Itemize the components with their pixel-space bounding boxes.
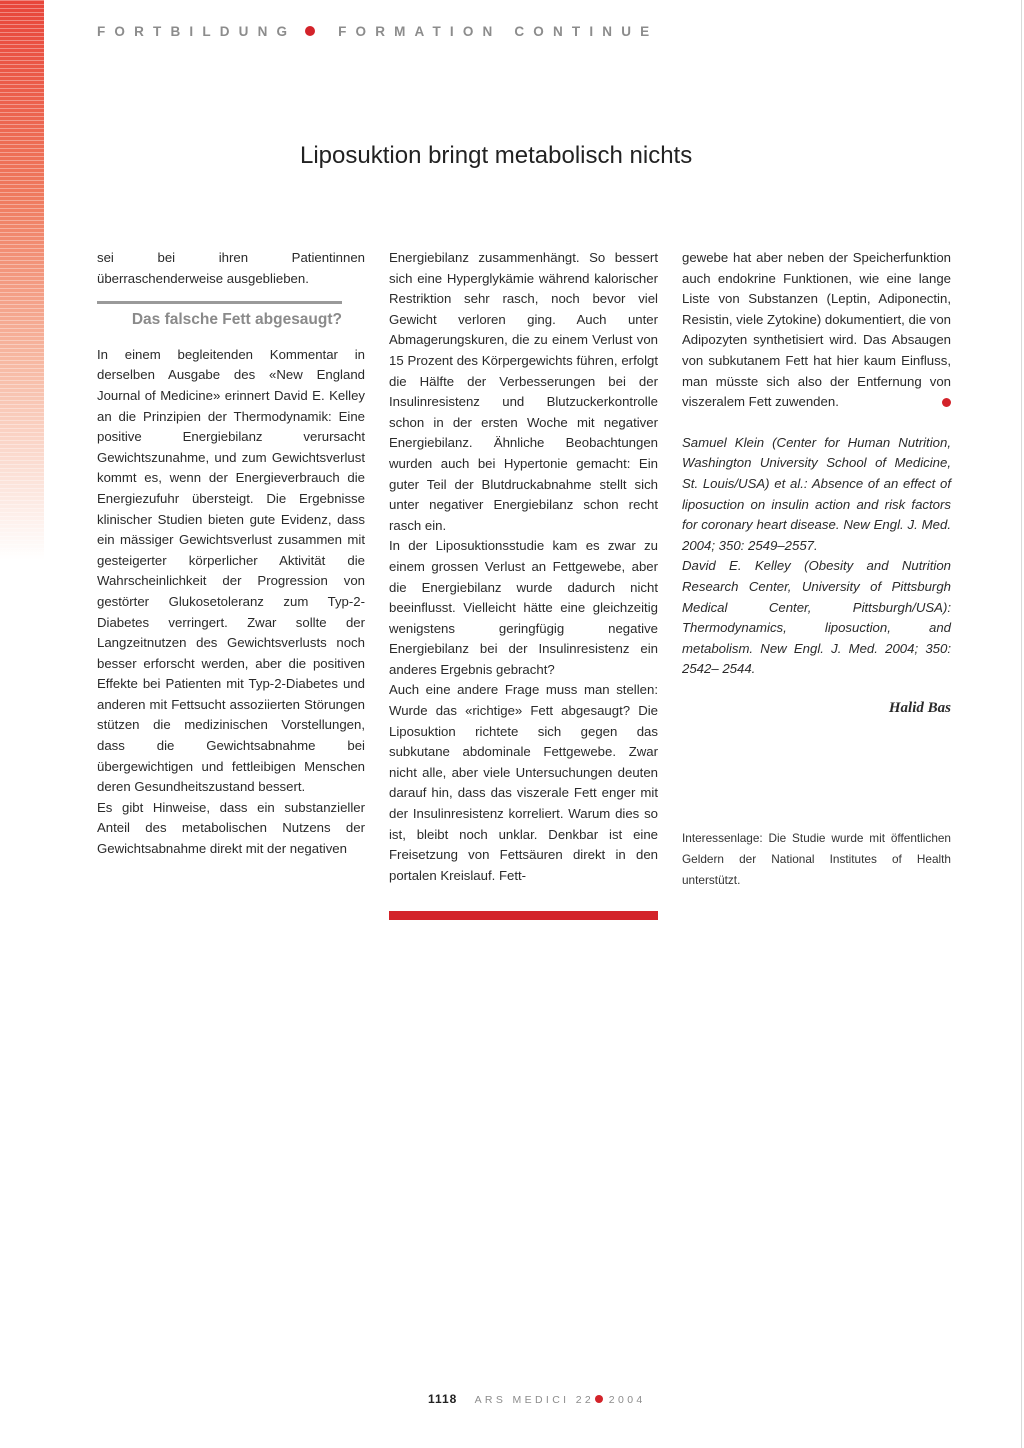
reference-2: David E. Kelley (Obesity and Nutrition Research Center, University of Pittsburgh Medical Center, Pittsburgh/USA): Thermodynamics, liposuction, and metabolism. New Engl. J. Med. 2004; 350: 2542– 2544. (682, 558, 951, 677)
subheading-box (97, 301, 342, 331)
paragraph: In einem begleitenden Kommentar in derselben Ausgabe des «New England Journal of Medicine» erinnert David E. Kelley an die Prinzipien der Thermodynamik: Eine positive Energiebilanz verursacht Gewichtszunahme, und zum Gewichtsverlust kommt es, wenn der Energieverbrauch die Energiezufuhr übersteigt. Die Ergebnisse klinischer Studien bieten gute Evidenz, dass ein mässiger Gewichtsverlust zusammen mit gesteigerter körperlicher Aktivität die Wahrscheinlichkeit der Progression von gestörter Glukosetoleranz zum Typ-2-Diabetes verringert. Zwar sollte der Langzeitnutzen des Gewichtsverlusts noch besser erforscht werden, aber die positiven Effekte bei Patienten mit Typ-2-Diabetes und anderen mit Fettsucht assoziierten Störungen stützen die medizinischen Vorstellungen, dass die Gewichtsabnahme bei übergewichtigen und fettleibigen Menschen deren Gesundheitszustand bessert. (97, 346, 365, 795)
paragraph: Es gibt Hinweise, dass ein substanzieller Anteil des metabolischen Nutzens der Gewichtsabnahme direkt mit der negativen (97, 799, 365, 857)
text-column-3 (682, 248, 951, 718)
journal-year: 2004 (608, 1394, 646, 1406)
running-head-left: FORTBILDUNG (97, 24, 297, 39)
footer-dot-icon (595, 1395, 603, 1403)
paragraph: Auch eine andere Frage muss man stellen: Wurde das «richtige» Fett abgesaugt? Die Liposuktion richtete sich gegen das subkutane abdominale Fettgewebe. Zwar nicht alle, aber viele Untersuchungen deuten darauf hin, dass das viszerale Fett enger mit der Insulinresistenz korreliert. Warum dies so ist, bleibt noch unklar. Denkbar ist eine Freisetzung von Fettsäuren direkt in den portalen Kreislauf. Fett- (389, 682, 658, 883)
bullet-dot-icon (305, 26, 315, 36)
paragraph: In der Liposuktionsstudie kam es zwar zu einem grossen Verlust an Fettgewebe, aber die Energiebilanz wurde dadurch nicht beeinflusst. Vielleicht hätte eine gleichzeitig wenigstens geringfügig negative Energiebilanz bei der Insulinresistenz ein anderes Ergebnis gebracht? (389, 538, 658, 677)
paragraph: Energiebilanz zusammenhängt. So bessert sich eine Hyperglykämie während kalorischer Restriktion sehr rasch, noch bevor viel Gewicht verloren ging. Auch unter Abmagerungskuren, die zu einem Verlust von 15 Prozent des Körpergewichts führen, erfolgt die Hälfte der Verbesserungen bei der Insulinresistenz und Blutzuckerkontrolle schon in der ersten Woche mit negativer Energiebilanz. Ähnliche Beobachtungen wurden auch bei Hypertonie gemacht: Ein guter Teil der Blutdruckabnahme stellt sich unter negativer Energiebilanz schon recht rasch ein. (389, 250, 658, 533)
page-edge-line (1021, 0, 1022, 1448)
paragraph-text: gewebe hat aber neben der Speicherfunktion auch endokrine Funktionen, wie eine lange Liste von Substanzen (Leptin, Adiponectin, Resistin, viele Zytokine) dokumentiert, die von Adipozyten synthetisiert wird. Das Absaugen von subkutanem Fett hat hier kaum Einfluss, man müsste sich also der Entfernung von viszeralem Fett zuwenden. (682, 250, 951, 410)
end-red-bar (389, 911, 658, 920)
running-head (97, 24, 658, 39)
page-footer (428, 1392, 646, 1406)
subheading: Das falsche Fett abgesaugt? (131, 311, 342, 329)
article-title: Liposuktion bringt metabolisch nichts (300, 142, 693, 169)
edge-color-stripe (0, 0, 44, 560)
disclosure-note: Interessenlage: Die Studie wurde mit öffentlichen Geldern der National Institutes of Health unterstützt. (682, 831, 951, 887)
paragraph (682, 248, 951, 413)
text-column-2 (389, 248, 658, 886)
text-column-1 (97, 248, 365, 860)
paragraph: sei bei ihren Patientinnen überraschenderweise ausgeblieben. (97, 250, 365, 286)
end-mark-dot-icon (942, 398, 951, 407)
journal-name: ARS MEDICI 22 (474, 1394, 595, 1406)
reference-1: Samuel Klein (Center for Human Nutrition, Washington University School of Medicine, St. Louis/USA) et al.: Absence of an effect of liposuction on insulin action and risk factors for coronary heart disease. New Engl. J. Med. 2004; 350: 2549–2557. (682, 434, 951, 553)
running-head-right: FORMATION CONTINUE (338, 24, 659, 39)
author-name: Halid Bas (888, 699, 951, 716)
page-number: 1118 (428, 1392, 458, 1406)
